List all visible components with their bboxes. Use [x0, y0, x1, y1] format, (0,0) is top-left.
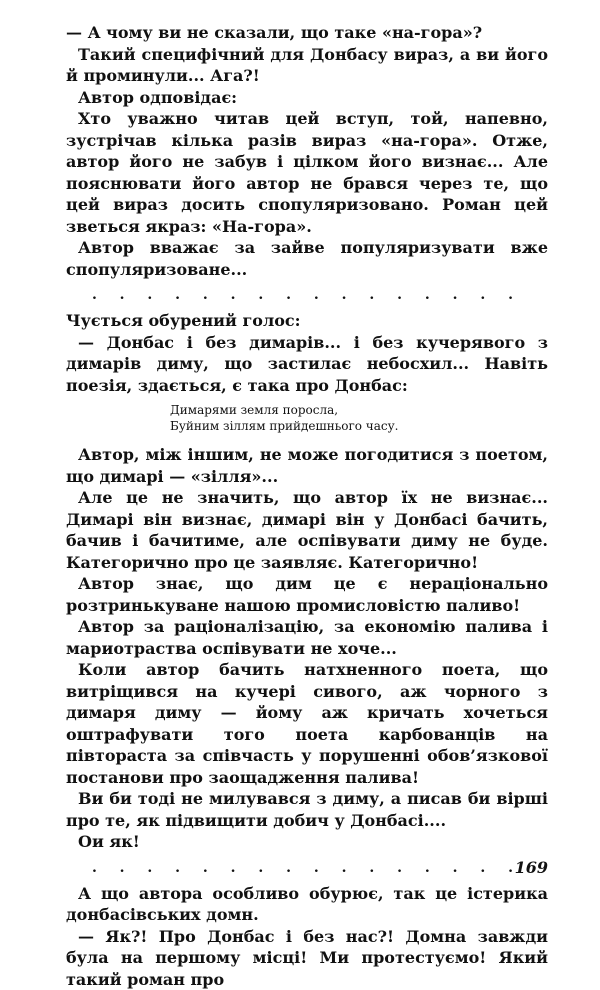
book-page: [66, 22, 548, 882]
paragraph-protest: — Як?! Про Донбас і без нас?! Домна завжди була на першому місці! Ми протестуємо! Який такий роман про: [66, 926, 548, 990]
paragraph-donbas-without-chimneys: — Донбас і без димарів... і без кучерявого з димарів диму, що застилає небосхил... Навіть поезія, здається, є така про Донбас:: [66, 332, 548, 397]
poem-line: Димарями земля поросла,: [170, 402, 548, 418]
section-separator: . . . . . . . . . . . . . . . .: [66, 280, 548, 310]
paragraph-smoke-fuel: Автор знає, що дим це є нераціонально розтринькуване нашою промисловістю паливо!: [66, 573, 548, 616]
paragraph-author-answers: Автор одповідає:: [66, 87, 548, 109]
section-separator: . . . . . . . . . . . . . . . .: [66, 853, 548, 883]
paragraph-inspired-poet: Коли автор бачить натхненного поета, що витріщився на кучері сивого, аж чорного з димаря диму — йому аж кричать хочеться оштрафувати того поета карбованців на півтораста за співчасть у порушенні обов’язкової постанови про заощадження палива!: [66, 659, 548, 788]
paragraph-author-disagrees: Автор, між іншим, не може погодитися з поетом, що димарі — «зілля»...: [66, 444, 548, 487]
paragraph-popularize: Автор вважає за зайве популяризувати вже спопуляризоване...: [66, 237, 548, 280]
poem-line: Буйним зіллям прийдешнього часу.: [170, 418, 548, 434]
paragraph-chimneys-recognized: Але це не значить, що автор їх не визнає... Димарі він визнає, димарі він у Донбасі бачить, бачив і бачитиме, але оспівувати диму не буде. Категорично про це заявляє. Категорично!: [66, 487, 548, 573]
paragraph-rationalization: Автор за раціоналізацію, за економію палива і мариотраства оспівувати не хоче...: [66, 616, 548, 659]
paragraph-question: — А чому ви не сказали, що таке «на-гора»?: [66, 22, 548, 44]
poem-quote: [170, 402, 548, 434]
paragraph-specific-term: Такий специфічний для Донбасу вираз, а ви його й проминули... Ага?!: [66, 44, 548, 87]
page-number: 169: [515, 858, 548, 877]
paragraph-verses-production: Ви би тоді не милувався з диму, а писав би вірші про те, як підвищити добич у Донбасі....: [66, 788, 548, 831]
paragraph-explanation: Хто уважно читав цей вступ, той, напевно, зустрічав кілька разів вираз «на-гора». Отже, автор його не забув і цілком його визнає... Але пояснювати його автор не брався через те, що цей вираз досить спопуляризовано. Роман цей зветься якраз: «На-гора».: [66, 108, 548, 237]
paragraph-blast-furnaces: А що автора особливо обурює, так це істерика донбасівських домн.: [66, 883, 548, 926]
paragraph-exclamation: Ои як!: [66, 831, 548, 853]
paragraph-voice: Чується обурений голос:: [66, 310, 548, 332]
